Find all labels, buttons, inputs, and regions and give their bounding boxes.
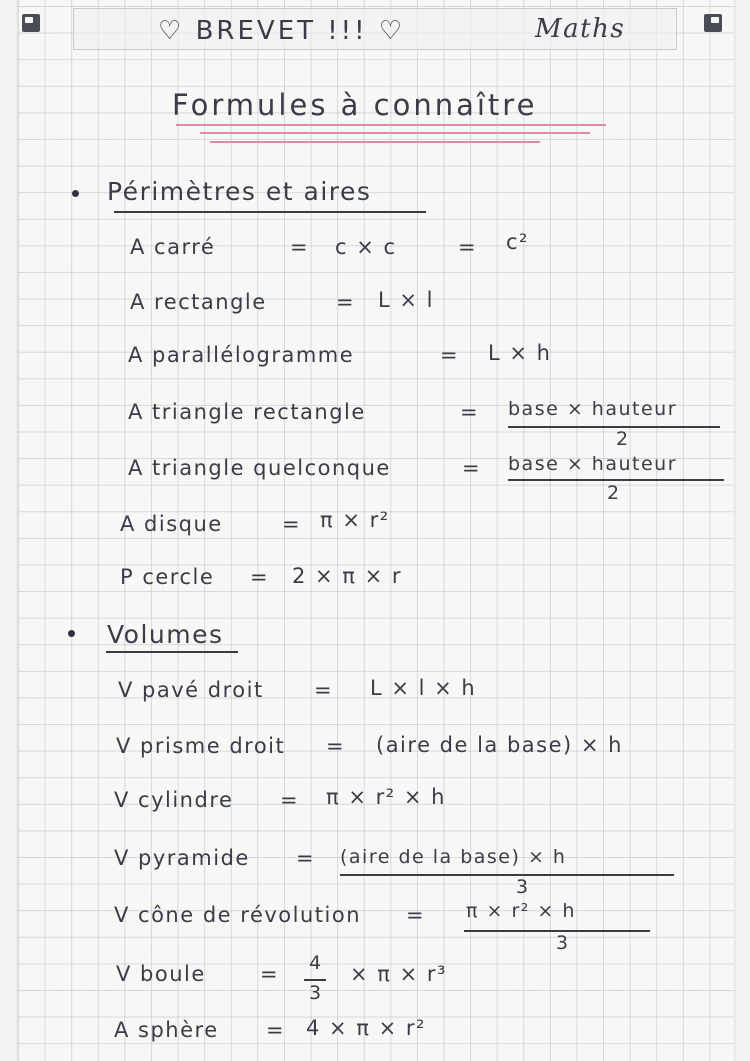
formula-rhs: c²: [506, 230, 529, 254]
formula-lhs: V pyramide: [114, 846, 250, 870]
formula-equals: =: [282, 512, 302, 536]
fraction-denominator: 2: [607, 482, 621, 504]
formula-equals: =: [460, 400, 480, 424]
fraction-bar: [508, 426, 720, 428]
formula-lhs: A sphère: [114, 1018, 219, 1042]
formula-rhs: 2 × π × r: [292, 564, 403, 588]
fraction-numerator: π × r² × h: [466, 900, 576, 922]
formula-equals: =: [280, 788, 300, 812]
formula-lhs: P cercle: [120, 565, 215, 589]
title-underline: [200, 132, 590, 134]
formula-rhs: L × l: [378, 288, 434, 312]
header-subject: Maths: [535, 14, 626, 44]
formula-equals: =: [462, 456, 482, 480]
formula-lhs: V cône de révolution: [114, 903, 362, 927]
formula-rhs: π × r² × h: [326, 785, 446, 809]
fraction-numerator: base × hauteur: [508, 453, 678, 475]
title-underline: [210, 141, 540, 143]
formula-equals: =: [314, 678, 334, 702]
fraction-denominator: 3: [516, 876, 530, 898]
section-title: Volumes: [107, 620, 224, 649]
fraction-bar: [304, 979, 326, 981]
section-underline: [106, 651, 238, 653]
formula-equals: =: [336, 290, 356, 314]
corner-marker-icon: [704, 14, 722, 32]
formula-lhs: V pavé droit: [118, 678, 264, 702]
formula-lhs: V boule: [116, 962, 206, 986]
formula-rhs: c × c: [335, 235, 397, 259]
fraction-numerator: base × hauteur: [508, 398, 678, 420]
fraction-numerator: 4: [309, 952, 323, 974]
formula-lhs: V cylindre: [114, 788, 234, 812]
formula-lhs: V prisme droit: [116, 734, 286, 758]
formula-equals: =: [440, 343, 460, 367]
formula-equals: =: [260, 962, 280, 986]
formula-equals: =: [406, 903, 426, 927]
fraction-numerator: (aire de la base) × h: [340, 846, 567, 868]
formula-equals: =: [296, 846, 316, 870]
formula-lhs: A parallélogramme: [128, 343, 355, 367]
formula-lhs: A triangle quelconque: [128, 456, 391, 480]
section-underline: [114, 211, 426, 213]
formula-equals: =: [458, 235, 478, 259]
section-title: Périmètres et aires: [107, 177, 372, 206]
formula-equals: =: [290, 235, 310, 259]
fraction-bar: [508, 479, 724, 481]
formula-rhs: L × l × h: [370, 676, 477, 700]
fraction-bar: [340, 874, 674, 876]
page-title: Formules à connaître: [172, 88, 538, 122]
formula-lhs: A disque: [120, 512, 223, 536]
corner-marker-icon: [22, 14, 40, 32]
bullet: [68, 630, 75, 637]
bullet: [72, 190, 79, 197]
formula-rhs: L × h: [488, 341, 552, 365]
formula-equals: =: [250, 565, 270, 589]
formula-equals: =: [326, 734, 346, 758]
header-title: ♡ BREVET !!! ♡: [158, 16, 406, 46]
formula-equals: =: [266, 1018, 286, 1042]
formula-lhs: A rectangle: [130, 290, 267, 314]
title-underline: [176, 124, 606, 126]
formula-rhs: π × r²: [320, 508, 390, 532]
formula-rhs: (aire de la base) × h: [376, 733, 623, 757]
formula-lhs: A carré: [130, 235, 216, 259]
formula-rhs: 4 × π × r²: [306, 1016, 426, 1040]
fraction-denominator: 3: [309, 982, 323, 1004]
fraction-denominator: 3: [556, 932, 570, 954]
fraction-denominator: 2: [616, 428, 630, 450]
formula-rhs: × π × r³: [350, 962, 447, 986]
formula-lhs: A triangle rectangle: [128, 400, 366, 424]
